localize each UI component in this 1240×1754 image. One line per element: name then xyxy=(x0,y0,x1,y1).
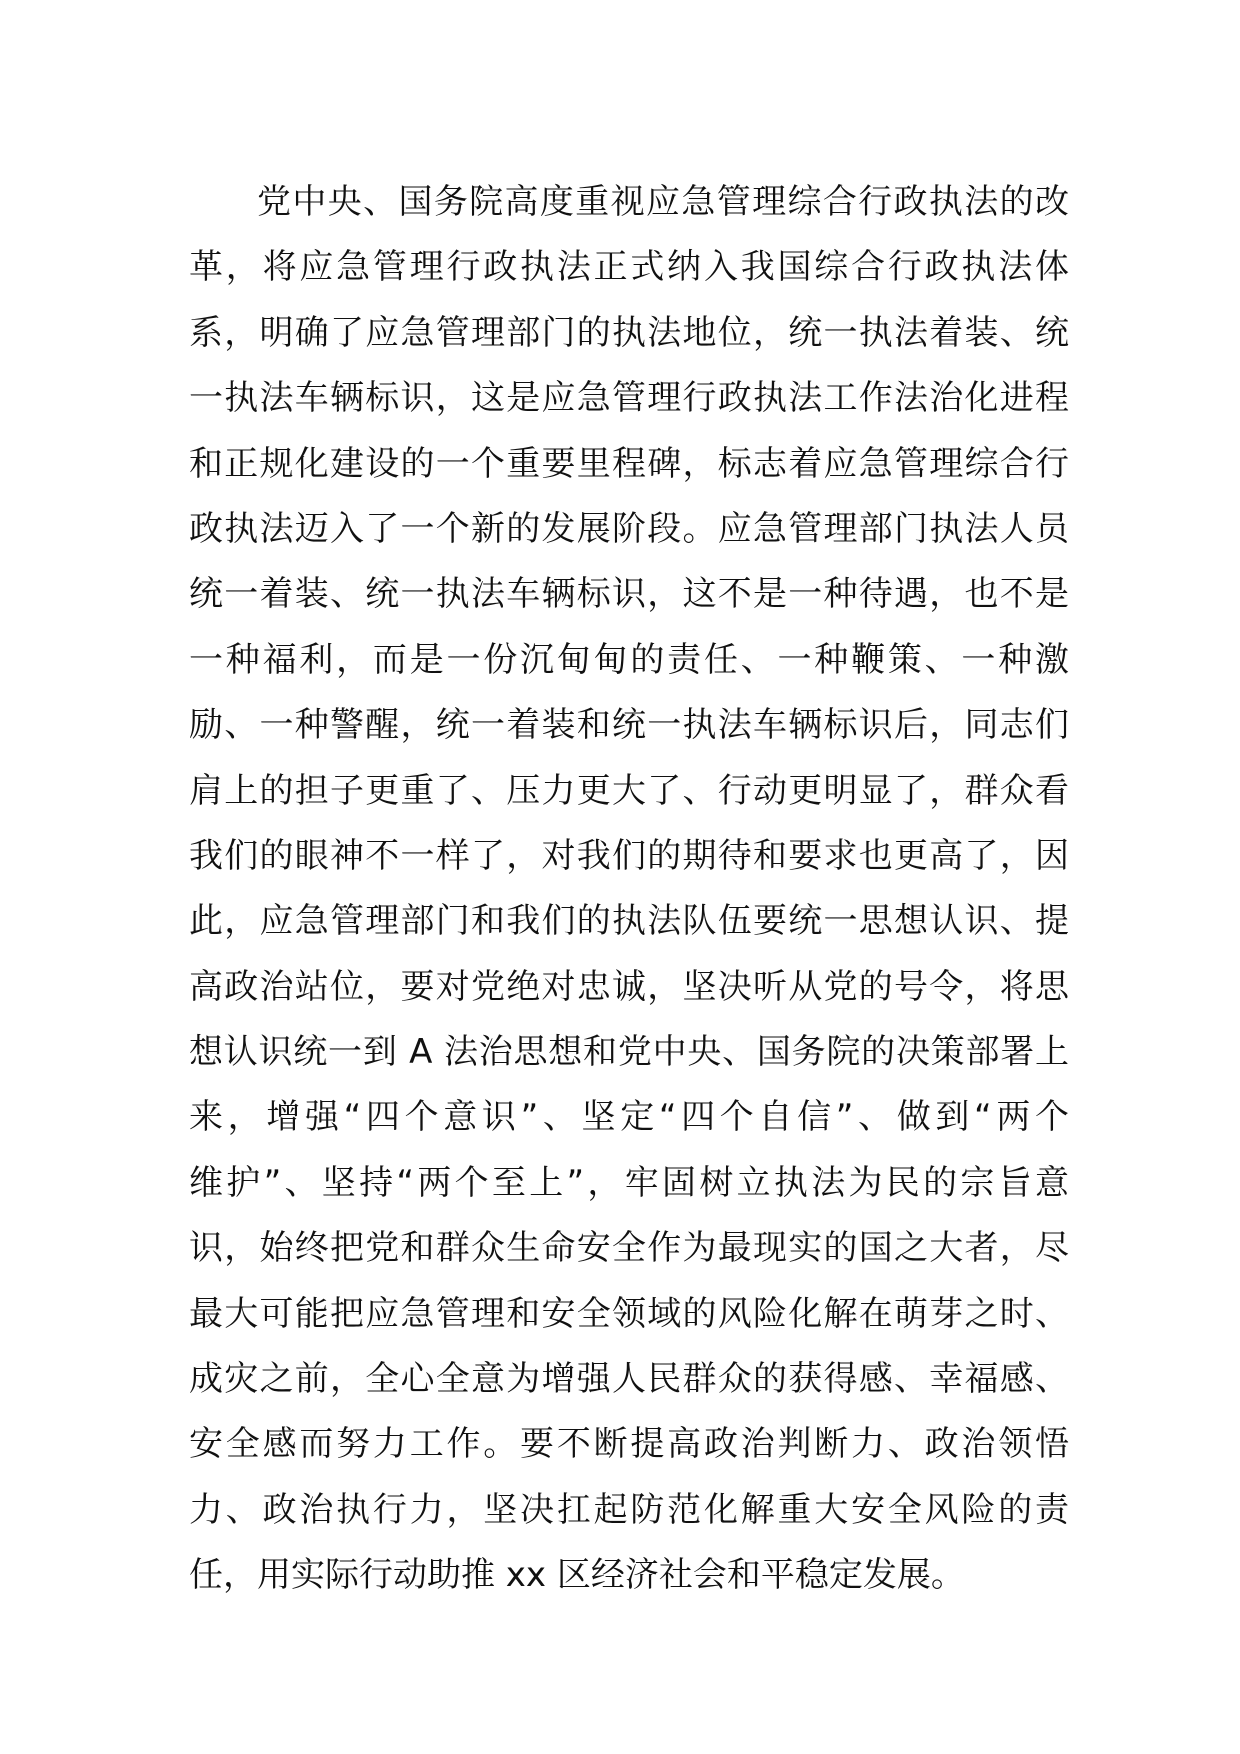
paragraph-line-15: 来，增强“四个意识”、坚定“四个自信”、做到“两个 xyxy=(189,1097,1069,1138)
paragraph-line-2: 革，将应急管理行政执法正式纳入我国综合行政执法体 xyxy=(189,247,1069,288)
paragraph-line-22: 任，用实际行动助推 xx 区经济社会和平稳定发展。 xyxy=(189,1555,965,1596)
paragraph-line-20: 安全感而努力工作。要不断提高政治判断力、政治领悟 xyxy=(189,1424,1069,1465)
paragraph-line-8: 一种福利，而是一份沉甸甸的责任、一种鞭策、一种激 xyxy=(189,639,1069,680)
paragraph-line-4: 一执法车辆标识，这是应急管理行政执法工作法治化进程 xyxy=(189,378,1069,419)
paragraph-line-10: 肩上的担子更重了、压力更大了、行动更明显了，群众看 xyxy=(189,770,1069,811)
paragraph-line-13: 高政治站位，要对党绝对忠诚，坚决听从党的号令，将思 xyxy=(189,966,1069,1007)
paragraph-line-21: 力、政治执行力，坚决扛起防范化解重大安全风险的责 xyxy=(189,1489,1069,1530)
paragraph-line-9: 励、一种警醒，统一着装和统一执法车辆标识后，同志们 xyxy=(189,705,1069,746)
paragraph-line-6: 政执法迈入了一个新的发展阶段。应急管理部门执法人员 xyxy=(189,508,1069,549)
paragraph-line-14: 想认识统一到 A 法治思想和党中央、国务院的决策部署上 xyxy=(189,1032,1069,1073)
paragraph-line-17: 识，始终把党和群众生命安全作为最现实的国之大者，尽 xyxy=(189,1228,1069,1269)
paragraph-line-3: 系，明确了应急管理部门的执法地位，统一执法着装、统 xyxy=(189,312,1069,353)
paragraph-line-5: 和正规化建设的一个重要里程碑，标志着应急管理综合行 xyxy=(189,443,1069,484)
paragraph-line-11: 我们的眼神不一样了，对我们的期待和要求也更高了，因 xyxy=(189,835,1069,876)
paragraph-line-16: 维护”、坚持“两个至上”，牢固树立执法为民的宗旨意 xyxy=(189,1162,1069,1203)
paragraph-line-18: 最大可能把应急管理和安全领域的风险化解在萌芽之时、 xyxy=(189,1293,1069,1334)
paragraph-line-12: 此，应急管理部门和我们的执法队伍要统一思想认识、提 xyxy=(189,901,1069,942)
body-paragraph xyxy=(189,170,1069,1609)
paragraph-line-7: 统一着装、统一执法车辆标识，这不是一种待遇，也不是 xyxy=(189,574,1069,615)
paragraph-line-1: 党中央、国务院高度重视应急管理综合行政执法的改 xyxy=(257,182,1069,222)
paragraph-line-19: 成灾之前，全心全意为增强人民群众的获得感、幸福感、 xyxy=(189,1359,1069,1400)
